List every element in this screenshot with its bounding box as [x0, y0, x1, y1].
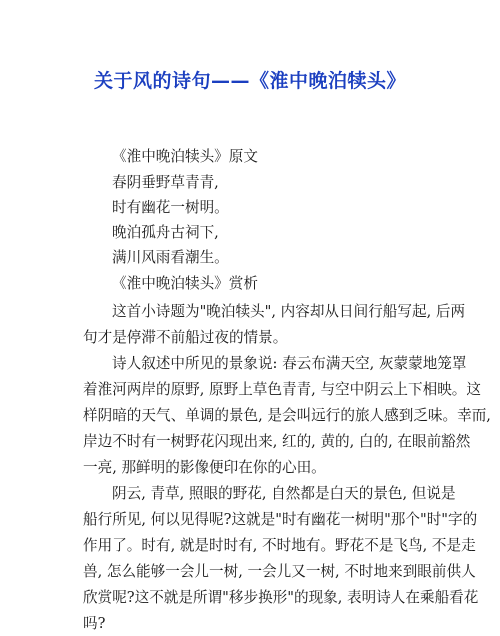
paragraph-line: 阴云, 青草, 照眼的野花, 自然都是白天的景色, 但说是 [112, 485, 456, 502]
paragraph-line: 句才是停滞不前船过夜的情景。 [83, 329, 288, 346]
paragraph-line: 欣赏呢?这不就是所谓"移步换形"的现象, 表明诗人在乘船看花 [83, 589, 479, 606]
paragraph-line: 吗? [83, 615, 106, 632]
paragraph-line: 岸边不时有一树野花闪现出来, 红的, 黄的, 白的, 在眼前豁然 [83, 433, 471, 450]
paragraph-line: 这首小诗题为"晚泊犊头", 内容却从日间行船写起, 后两 [112, 303, 466, 320]
paragraph-line: 船行所见, 何以见得呢?这就是"时有幽花一树明"那个"时"字的 [83, 511, 478, 528]
poem-line: 春阴垂野草青青, [112, 174, 219, 191]
page-title: 关于风的诗句——《淮中晚泊犊头》 [93, 70, 406, 92]
poem-line: 时有幽花一树明。 [112, 199, 229, 216]
poem-line: 满川风雨看潮生。 [112, 249, 229, 266]
paragraph-line: 样阴暗的天气、单调的景色, 是会叫远行的旅人感到乏味。幸而, [83, 407, 491, 424]
original-heading: 《淮中晚泊犊头》原文 [112, 148, 258, 165]
paragraph-line: 兽, 怎么能够一会儿一树, 一会儿又一树, 不时地来到眼前供人 [83, 563, 476, 580]
poem-line: 晚泊孤舟古祠下, [112, 224, 219, 241]
paragraph-line: 诗人叙述中所见的景象说: 春云布满天空, 灰蒙蒙地笼罩 [112, 355, 467, 372]
paragraph-line: 一亮, 那鲜明的影像便印在你的心田。 [83, 459, 326, 476]
paragraph-line: 着淮河两岸的原野, 原野上草色青青, 与空中阴云上下相映。这 [83, 381, 481, 398]
paragraph-line: 作用了。时有, 就是时时有, 不时地有。野花不是飞鸟, 不是走 [83, 537, 476, 554]
analysis-heading: 《淮中晚泊犊头》赏析 [112, 275, 258, 292]
